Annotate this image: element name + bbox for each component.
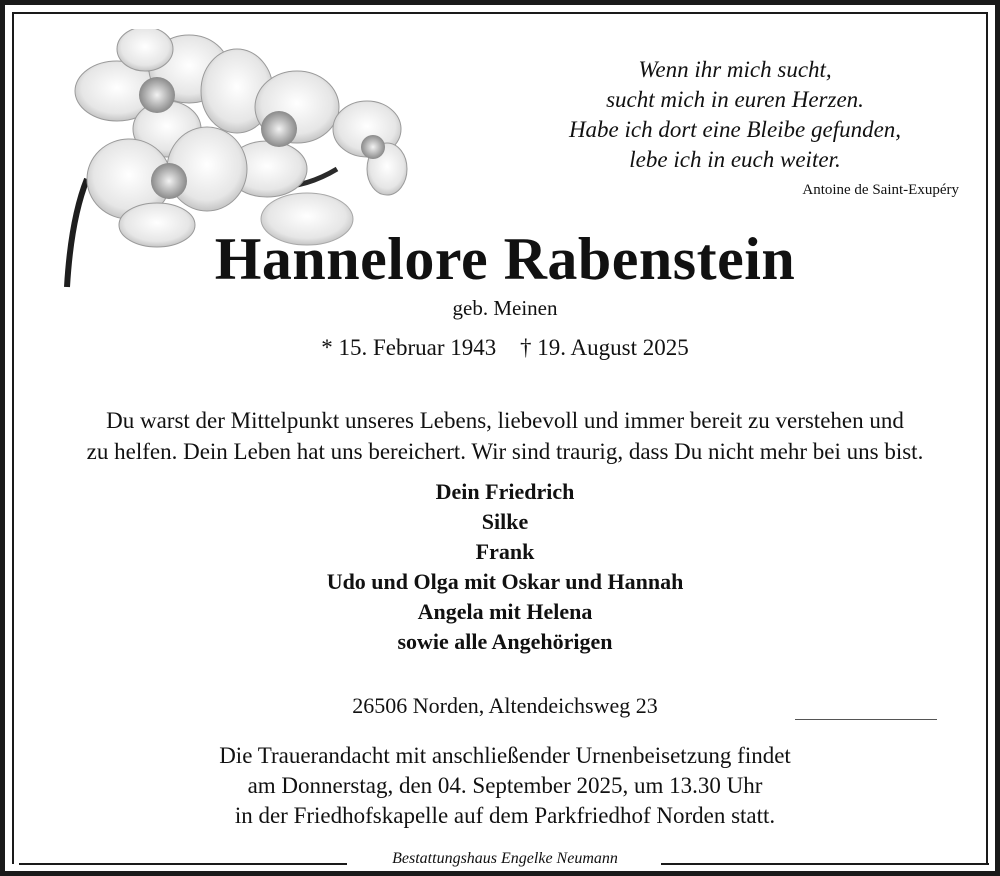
birth-date: * 15. Februar 1943	[321, 335, 497, 360]
divider	[795, 719, 937, 720]
quote-line: Wenn ihr mich sucht,	[638, 57, 832, 82]
quote-author: Antoine de Saint-Exupéry	[802, 182, 959, 198]
message-line: Du warst der Mittelpunkt unseres Lebens, liebevoll und immer bereit zu verstehen und	[106, 408, 904, 433]
birth-name: geb. Meinen	[452, 296, 558, 320]
quote-line: Habe ich dort eine Bleibe gefunden,	[568, 117, 902, 142]
mourner: Dein Friedrich	[435, 479, 575, 504]
mourners-list	[5, 477, 1000, 657]
mourner: Angela mit Helena	[417, 599, 593, 624]
family-address: 26506 Norden, Altendeichsweg 23	[352, 693, 658, 718]
service-line: Die Trauerandacht mit anschließender Urnenbeisetzung findet	[219, 743, 791, 768]
mourner: Frank	[475, 539, 535, 564]
mourner: Silke	[481, 509, 529, 534]
mourner: Udo und Olga mit Oskar und Hannah	[326, 569, 684, 594]
funeral-home	[5, 849, 1000, 869]
service-line: am Donnerstag, den 04. September 2025, um 13.30 Uhr	[247, 773, 763, 798]
decedent-name: Hannelore Rabenstein	[214, 226, 796, 292]
mourner: sowie alle Angehörigen	[397, 629, 613, 654]
quote-line: lebe ich in euch weiter.	[629, 147, 841, 172]
quote	[525, 55, 945, 175]
funeral-home-name: Bestattungshaus Engelke Neumann	[378, 850, 632, 867]
service-info	[5, 741, 1000, 831]
message-line: zu helfen. Dein Leben hat uns bereichert. Wir sind traurig, dass Du nicht mehr bei uns bist.	[86, 439, 924, 464]
memorial-message	[5, 405, 1000, 467]
death-date: † 19. August 2025	[520, 335, 689, 360]
quote-line: sucht mich in euren Herzen.	[606, 87, 864, 112]
life-dates	[5, 333, 1000, 363]
service-line: in der Friedhofskapelle auf dem Parkfriedhof Norden statt.	[234, 803, 776, 828]
